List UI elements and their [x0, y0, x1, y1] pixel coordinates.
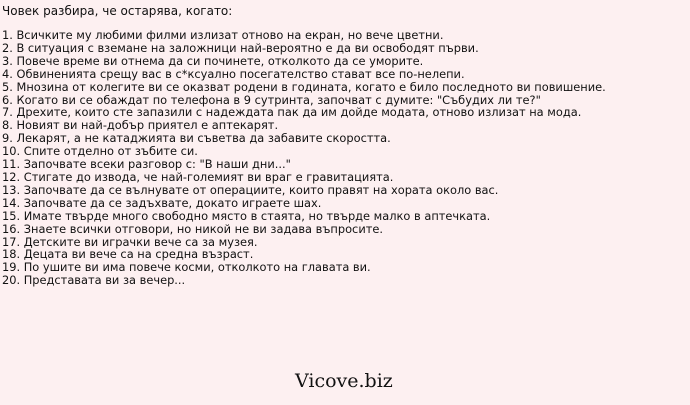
list-item-1: 1. Всичките му любими филми излизат отново на екран, но вече цветни. — [2, 28, 444, 42]
list-item-15: 15. Имате твърде много свободно място в стаята, но твърде малко в аптечката. — [2, 208, 491, 223]
page-title: Човек разбира, че остарява, когато: — [2, 4, 233, 18]
list-item-2: 2. В ситуация с вземане на заложници най-вероятно е да ви освободят първи. — [2, 40, 479, 55]
list-item-6: 6. Когато ви се обаждат по телефона в 9 сутринта, започват с думите: "Събудих ли те?" — [2, 92, 541, 107]
list-item-16: 16. Знаете всички отговори, но никой не ви задава въпросите. — [2, 221, 383, 236]
list-item-4: 4. Обвиненията срещу вас в с*ксуално посегателство стават все по-нелепи. — [2, 66, 465, 81]
list-item-19: 19. По ушите ви има повече косми, отколкото на главата ви. — [2, 260, 371, 275]
list-item-7: 7. Дрехите, които сте запазили с надеждата пак да им дойде модата, отново излизат на мода. — [2, 105, 582, 120]
list-item-10: 10. Спите отделно от зъбите си. — [2, 144, 198, 159]
site-watermark: Vicove.biz — [295, 370, 393, 392]
list-item-12: 12. Стигате до извода, че най-големият ви враг е гравитацията. — [2, 169, 394, 184]
list-item-5: 5. Мнозина от колегите ви се оказват родени в годината, когато е било последното ви повишение. — [2, 79, 606, 94]
list-item-18: 18. Децата ви вече са на средна възраст. — [2, 247, 254, 262]
list-item-13: 13. Започвате да се вълнувате от операциите, които правят на хората около вас. — [2, 182, 499, 197]
list-item-20: 20. Представата ви за вечер... — [2, 273, 186, 288]
list-item-11: 11. Започвате всеки разговор с: "В наши дни..." — [2, 157, 291, 172]
list-item-17: 17. Детските ви играчки вече са за музея. — [2, 234, 258, 249]
list-item-9: 9. Лекарят, а не катаджията ви съветва да забавите скоростта. — [2, 131, 391, 146]
list-item-3: 3. Повече време ви отнема да си починете, отколкото да се уморите. — [2, 53, 424, 68]
list-item-8: 8. Новият ви най-добър приятел е аптекарят. — [2, 118, 279, 133]
list-item-14: 14. Започвате да се задъхвате, докато играете шах. — [2, 195, 322, 210]
joke-list — [2, 29, 686, 287]
